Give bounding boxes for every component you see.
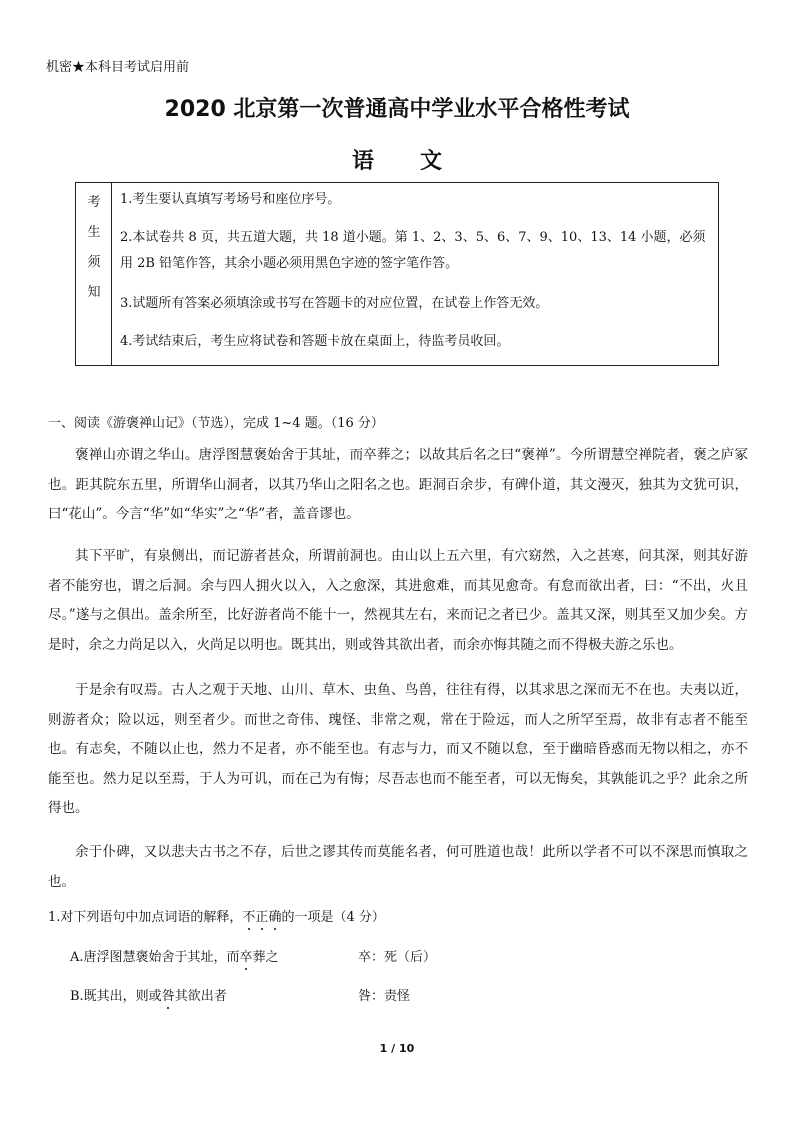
passage-paragraph: 其下平旷，有泉侧出，而记游者甚众，所谓前洞也。由山以上五六里，有穴窈然，入之甚寒，问其深，则其好游者不能穷也，谓之后洞。余与四人拥火以入，入之愈深，其进愈难，而其见愈奇。有怠而欲出者，曰：“不出，火且尽。”遂与之俱出。盖余所至，比好游者尚不能十一，然视其左右，来而记之者已少。盖其又深，则其至又加少矣。方是时，余之力尚足以入，火尚足以明也。既其出，则或咎其欲出者，而余亦悔其随之而不得极夫游之乐也。 <box>48 548 748 653</box>
dotted-char: 确 <box>268 910 282 925</box>
option-b-text: B.既其出，则或 <box>70 989 162 1004</box>
option-b-text-after: 其欲出者 <box>174 989 227 1004</box>
notice-item: 1.考生要认真填写考场号和座位序号。 <box>120 192 341 207</box>
question-1-suffix: 的一项是（4 分） <box>281 910 385 925</box>
option-a-text-after: 葬之 <box>252 950 279 965</box>
confidential-note: 机密★本科目考试启用前 <box>46 60 190 75</box>
notice-side-char: 生 <box>87 225 101 240</box>
option-b <box>70 985 227 1004</box>
notice-side-char: 知 <box>87 285 101 300</box>
option-a-gloss: 卒：死（后） <box>358 950 437 965</box>
section-heading: 一、阅读《游褒禅山记》（节选），完成 1~4 题。（16 分） <box>48 416 384 431</box>
dotted-char: 正 <box>255 910 269 925</box>
passage-paragraph: 余于仆碑，又以悲夫古书之不存，后世之谬其传而莫能名者，何可胜道也哉！此所以学者不可以不深思而慎取之也。 <box>48 844 748 890</box>
passage-paragraph: 褒禅山亦谓之华山。唐浮图慧褒始舍于其址，而卒葬之；以故其后名之曰“褒禅”。今所谓慧空禅院者，褒之庐冢也。距其院东五里，所谓华山洞者，以其乃华山之阳名之也。距洞百余步，有碑仆道，其文漫灭，独其为文犹可识，曰“花山”。今言“华”如“华实”之“华”者，盖音谬也。 <box>48 447 748 522</box>
question-1-stem <box>48 906 385 925</box>
notice-item: 3.试题所有答案必须填涂或书写在答题卡的对应位置，在试卷上作答无效。 <box>120 296 549 311</box>
exam-title: 2020 北京第一次普通高中学业水平合格性考试 <box>164 97 630 122</box>
option-a <box>70 946 279 965</box>
dotted-char: 咎 <box>161 989 175 1004</box>
passage-paragraph: 于是余有叹焉。古人之观于天地、山川、草木、虫鱼、鸟兽，往往有得，以其求思之深而无不在也。夫夷以近，则游者众；险以远，则至者少。而世之奇伟、瑰怪、非常之观，常在于险远，而人之所罕至焉，故非有志者不能至也。有志矣，不随以止也，然力不足者，亦不能至也。有志与力，而又不随以怠，至于幽暗昏惑而无物以相之，亦不能至也。然力足以至焉，于人为可讥，而在己为有悔；尽吾志也而不能至者，可以无悔矣，其孰能讥之乎？此余之所得也。 <box>48 682 748 816</box>
dotted-char: 卒 <box>239 950 253 965</box>
notice-side-label <box>76 183 112 365</box>
dotted-char: 不 <box>242 910 256 925</box>
notice-item: 4.考试结束后，考生应将试卷和答题卡放在桌面上，待监考员收回。 <box>120 334 510 349</box>
subject-title: 语文 <box>351 149 488 174</box>
notice-side-char: 须 <box>87 255 101 270</box>
page-number: 1 / 10 <box>379 1042 415 1055</box>
notice-side-char: 考 <box>87 195 101 210</box>
question-1-prefix: 1.对下列语句中加点词语的解释， <box>48 910 243 925</box>
option-a-text: A.唐浮图慧褒始舍于其址，而 <box>70 950 240 965</box>
exam-notice-box <box>75 182 719 366</box>
notice-item: 2.本试卷共 8 页，共五道大题，共 18 道小题。第 1、2、3、5、6、7、9、10、13、14 小题，必须用 2B 铅笔作答，其余小题必须用黑色字迹的签字笔作答。 <box>120 230 706 271</box>
option-b-gloss: 咎：责怪 <box>358 989 411 1004</box>
